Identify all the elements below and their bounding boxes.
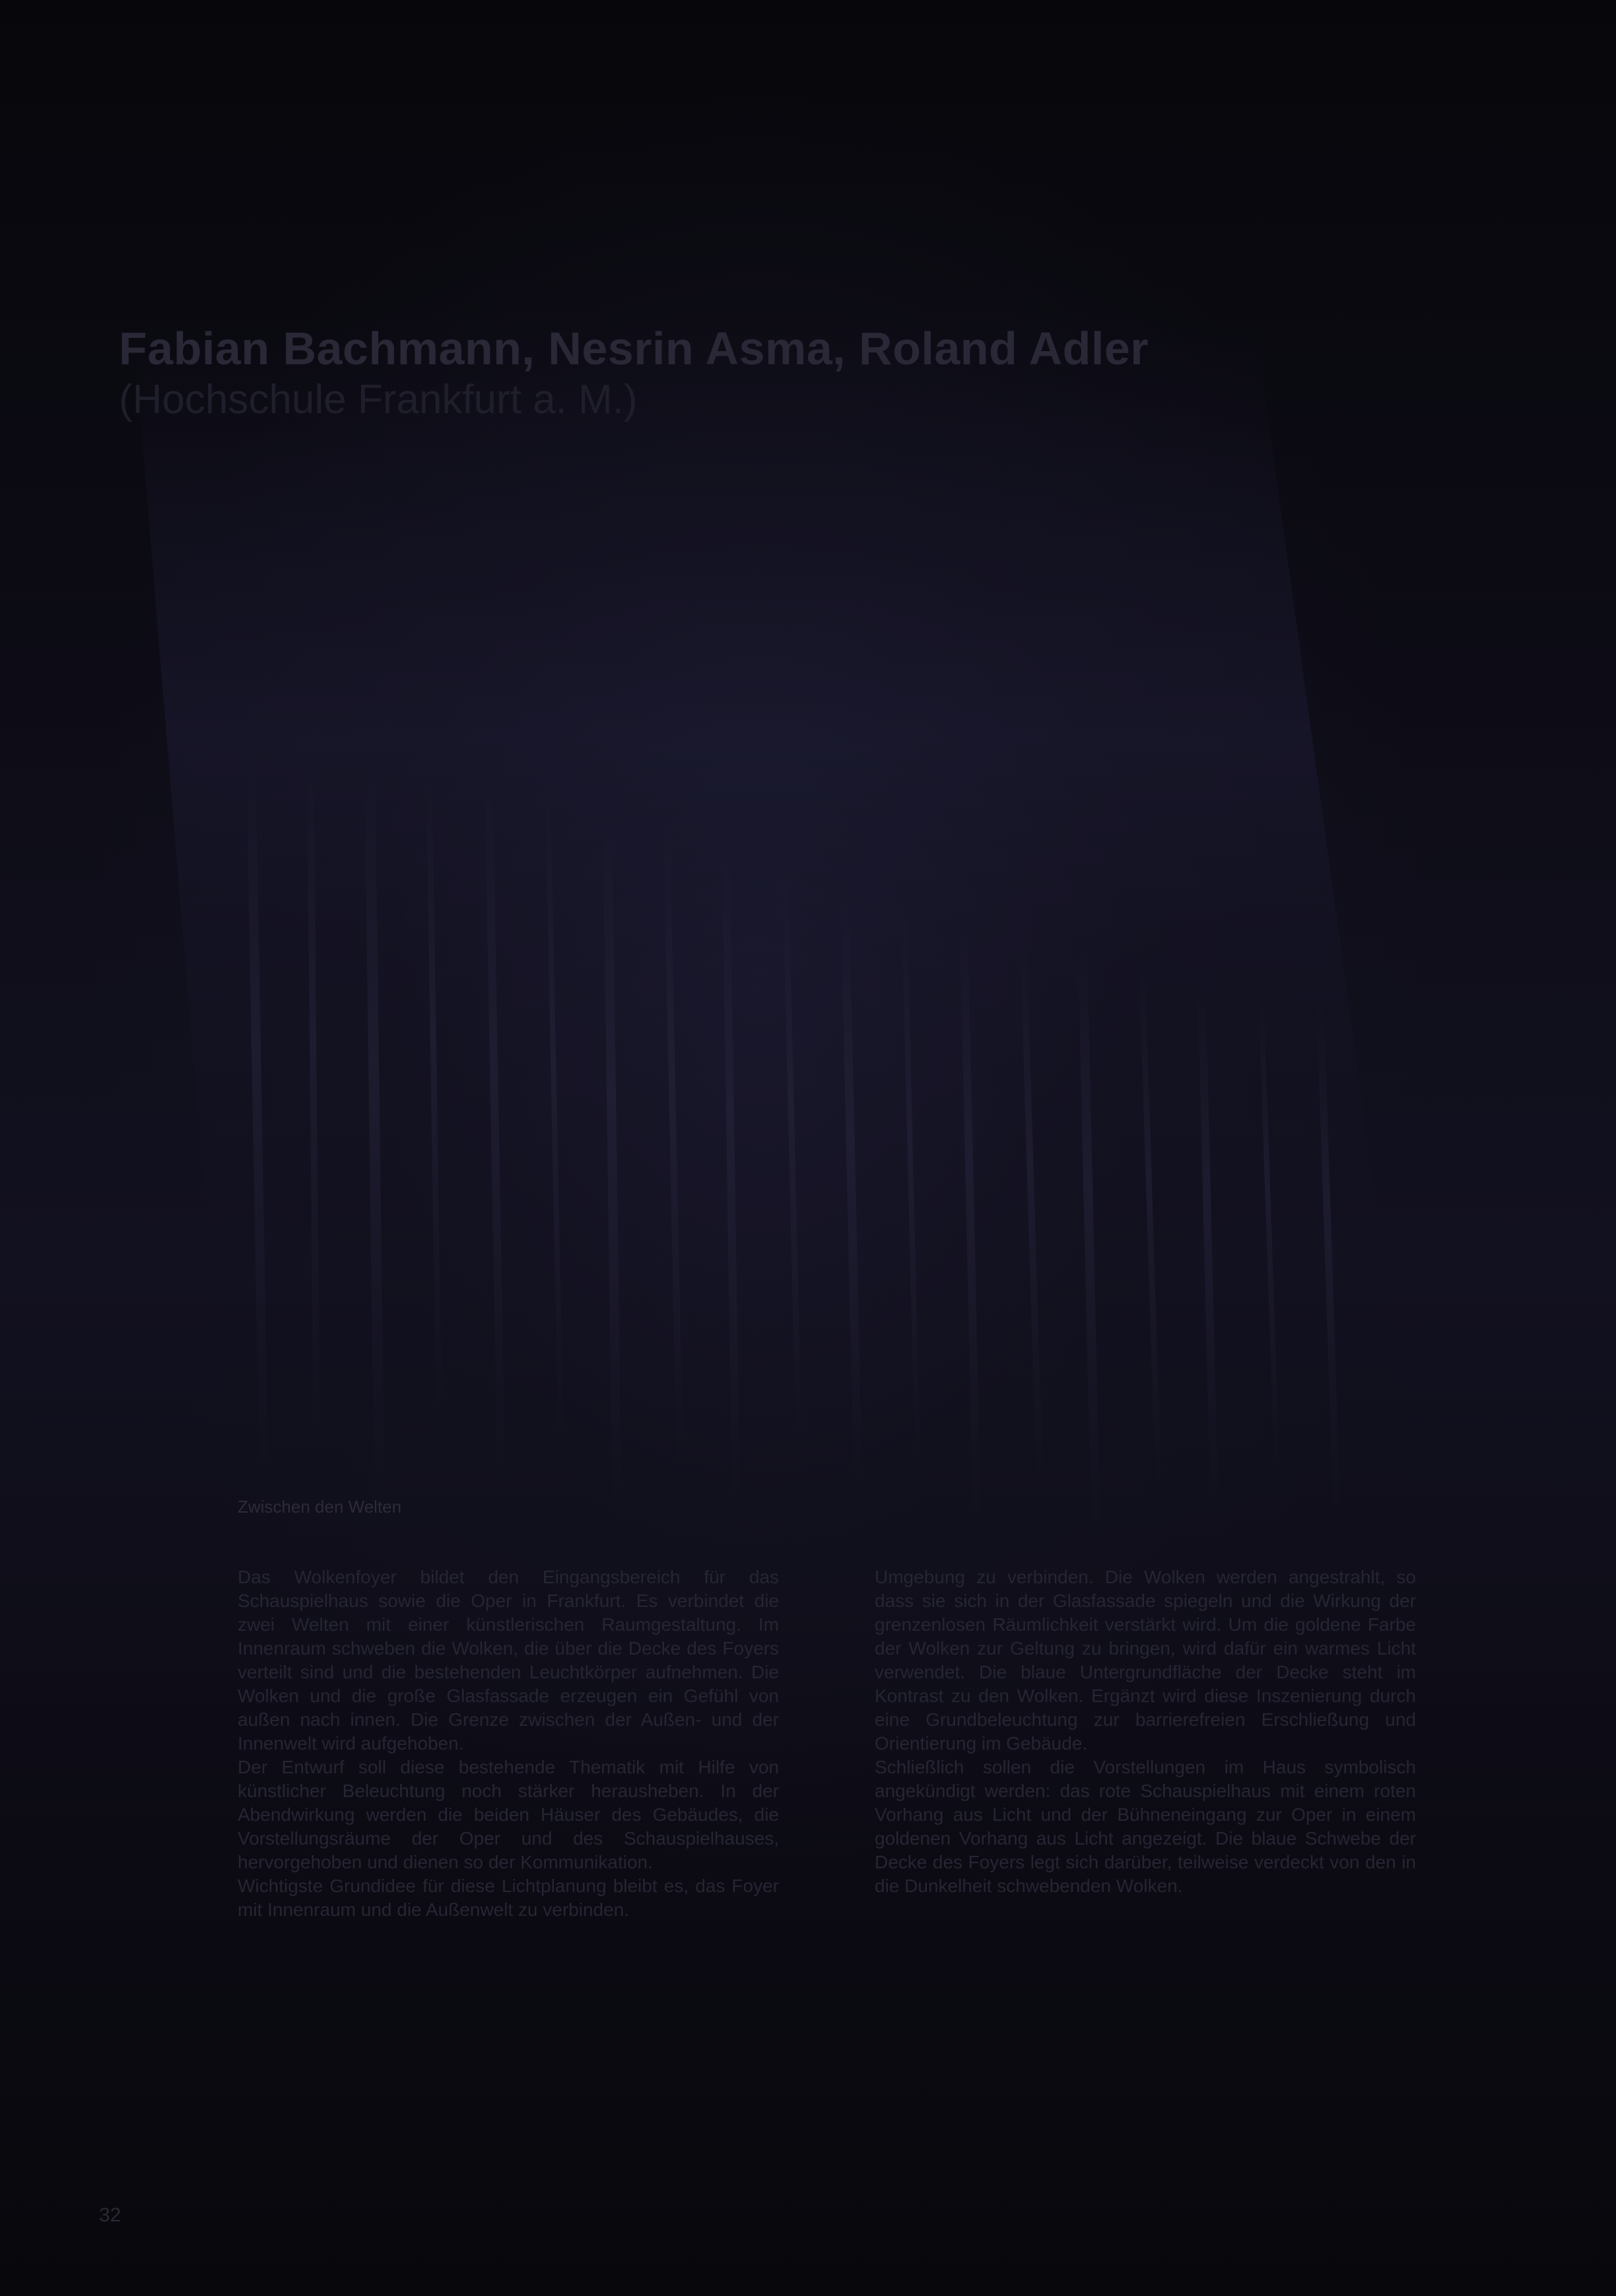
page-subtitle: (Hochschule Frankfurt a. M.) bbox=[119, 377, 638, 422]
article-column-left bbox=[238, 1565, 779, 1922]
paragraph: Schließlich sollen die Vorstellungen im Haus symbolisch angekündigt werden: das rote Schauspielhaus mit einem roten Vorhang aus Licht und der Bühneneingang zur Oper in einem goldenen Vorhang aus Licht angezeigt. Die blaue Schwebe der Decke des Foyers legt sich darüber, teilweise verdeckt von den in die Dunkelheit schwebenden Wolken. bbox=[875, 1757, 1416, 1896]
page-title: Fabian Bachmann, Nesrin Asma, Roland Adler bbox=[119, 323, 1149, 374]
paragraph: Der Entwurf soll diese bestehende Thematik mit Hilfe von künstlicher Beleuchtung noch stärker herausheben. In der Abendwirkung werden die beiden Häuser des Gebäudes, die Vorstellungsräume der Oper und des Schauspielhauses, hervorgehoben und dienen so der Kommunikation. bbox=[238, 1757, 779, 1872]
article-column-right bbox=[875, 1565, 1416, 1898]
page-number: 32 bbox=[99, 2204, 121, 2226]
paragraph: Umgebung zu verbinden. Die Wolken werden angestrahlt, so dass sie sich in der Glasfassade spiegeln und die Wirkung der grenzenlosen Räumlichkeit verstärkt wird. Um die goldene Farbe der Wolken zur Geltung zu bringen, wird dafür ein warmes Licht verwendet. Die blaue Untergrundfläche der Decke steht im Kontrast zu den Wolken. Ergänzt wird diese Inszenierung durch eine Grundbeleuchtung zur barrierefreien Erschließung und Orientierung im Gebäude. bbox=[875, 1567, 1416, 1754]
paragraph: Das Wolkenfoyer bildet den Eingangsbereich für das Schauspielhaus sowie die Oper in Frankfurt. Es verbindet die zwei Welten mit einer künstlerischen Raumgestaltung. Im Innenraum schweben die Wolken, die über die Decke des Foyers verteilt sind und die bestehenden Leuchtkörper aufnehmen. Die Wolken und die große Glasfassade erzeugen ein Gefühl von außen nach innen. Die Grenze zwischen der Außen- und der Innenwelt wird aufgehoben. bbox=[238, 1567, 779, 1754]
light-beam bbox=[132, 317, 1419, 1518]
figure-caption: Zwischen den Welten bbox=[238, 1497, 402, 1517]
paragraph: Wichtigste Grundidee für diese Lichtplanung bleibt es, das Foyer mit Innenraum und die Außenwelt zu verbinden. bbox=[238, 1876, 779, 1920]
